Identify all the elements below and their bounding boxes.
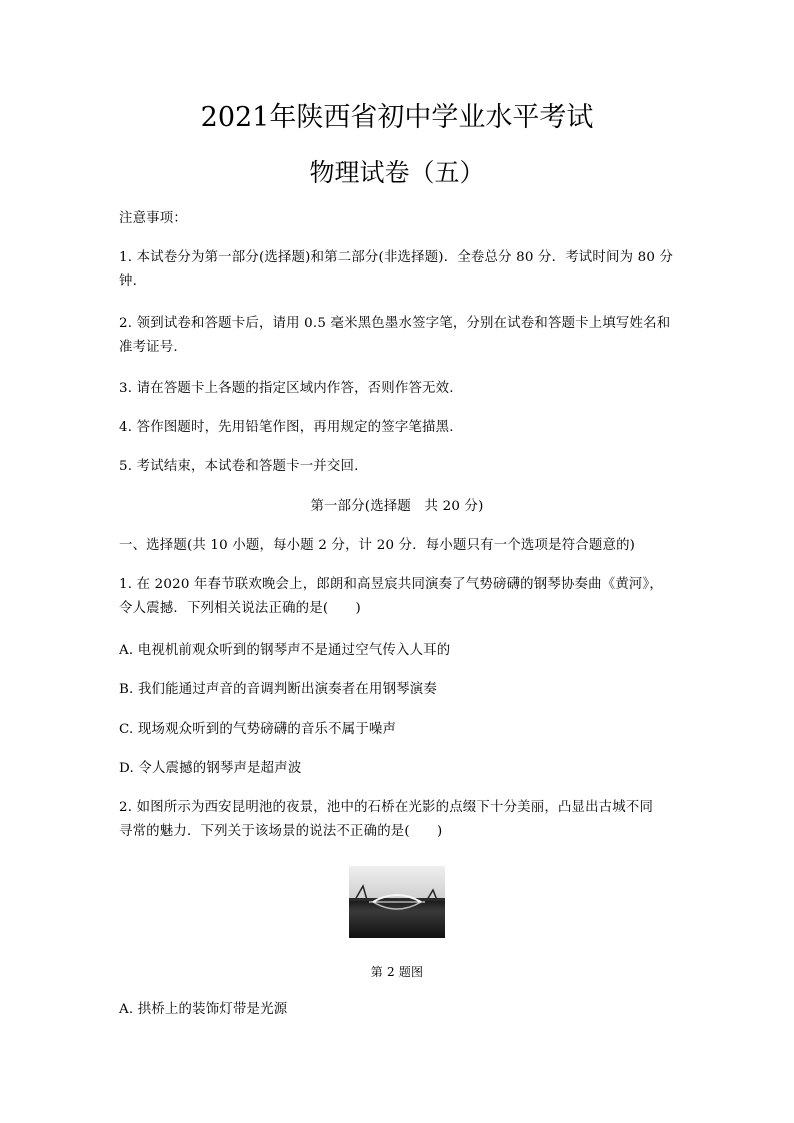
- note-item-3: 3. 请在答题卡上各题的指定区域内作答，否则作答无效.: [119, 381, 454, 396]
- question-2-line1: 2. 如图所示为西安昆明池的夜景，池中的石桥在光影的点缀下十分美丽，凸显出古城不同: [119, 800, 654, 815]
- question-2-stem: [119, 796, 679, 844]
- note-item-1-line2: 钟.: [119, 274, 138, 289]
- note-item-1: [119, 246, 679, 294]
- question-1-line1: 1. 在 2020 年春节联欢晚会上，郎朗和高昱宸共同演奏了气势磅礴的钢琴协奏曲《黄河》，: [119, 577, 663, 592]
- bridge-reflection: [373, 902, 421, 909]
- note-item-2-line2: 准考证号.: [119, 340, 178, 355]
- exam-subtitle: 物理试卷（五）: [309, 158, 485, 187]
- question-2-line2: 寻常的魅力．下列关于该场景的说法不正确的是( ): [119, 824, 443, 839]
- question-1-stem: [119, 573, 679, 621]
- notes-heading: 注意事项：: [119, 211, 187, 226]
- bridge-night-image: [349, 866, 445, 938]
- exam-title: 2021年陕西省初中学业水平考试: [200, 102, 594, 133]
- question-1-option-b: B. 我们能通过声音的音调判断出演奏者在用钢琴演奏: [119, 682, 437, 697]
- question-2-option-a: A. 拱桥上的装饰灯带是光源: [119, 1002, 288, 1017]
- note-item-2: [119, 312, 679, 360]
- tree-silhouette: [355, 886, 367, 900]
- note-item-4: 4. 答作图题时，先用铅笔作图，再用规定的签字笔描黑.: [119, 420, 454, 435]
- part1-heading: 第一部分(选择题 共 20 分): [310, 499, 484, 514]
- note-item-5: 5. 考试结束，本试卷和答题卡一并交回.: [119, 459, 359, 474]
- note-item-1-line1: 1. 本试卷分为第一部分(选择题)和第二部分(非选择题)．全卷总分 80 分．考试时间为 80 分: [119, 250, 674, 265]
- note-item-2-line1: 2. 领到试卷和答题卡后，请用 0.5 毫米黑色墨水签字笔，分别在试卷和答题卡上填写姓名和: [119, 316, 671, 331]
- shoreline: [349, 898, 445, 901]
- question-2-figure: [349, 866, 445, 938]
- question-1-option-d: D. 令人震撼的钢琴声是超声波: [119, 761, 302, 776]
- section-heading: 一、选择题(共 10 小题，每小题 2 分，计 20 分．每小题只有一个选项是符合题意的): [119, 538, 636, 553]
- question-1-option-c: C. 现场观众听到的气势磅礴的音乐不属于噪声: [119, 722, 397, 737]
- question-1-option-a: A. 电视机前观众听到的钢琴声不是通过空气传入人耳的: [119, 643, 451, 658]
- figure-caption: 第 2 题图: [370, 965, 424, 979]
- question-1-line2: 令人震撼．下列相关说法正确的是( ): [119, 601, 361, 616]
